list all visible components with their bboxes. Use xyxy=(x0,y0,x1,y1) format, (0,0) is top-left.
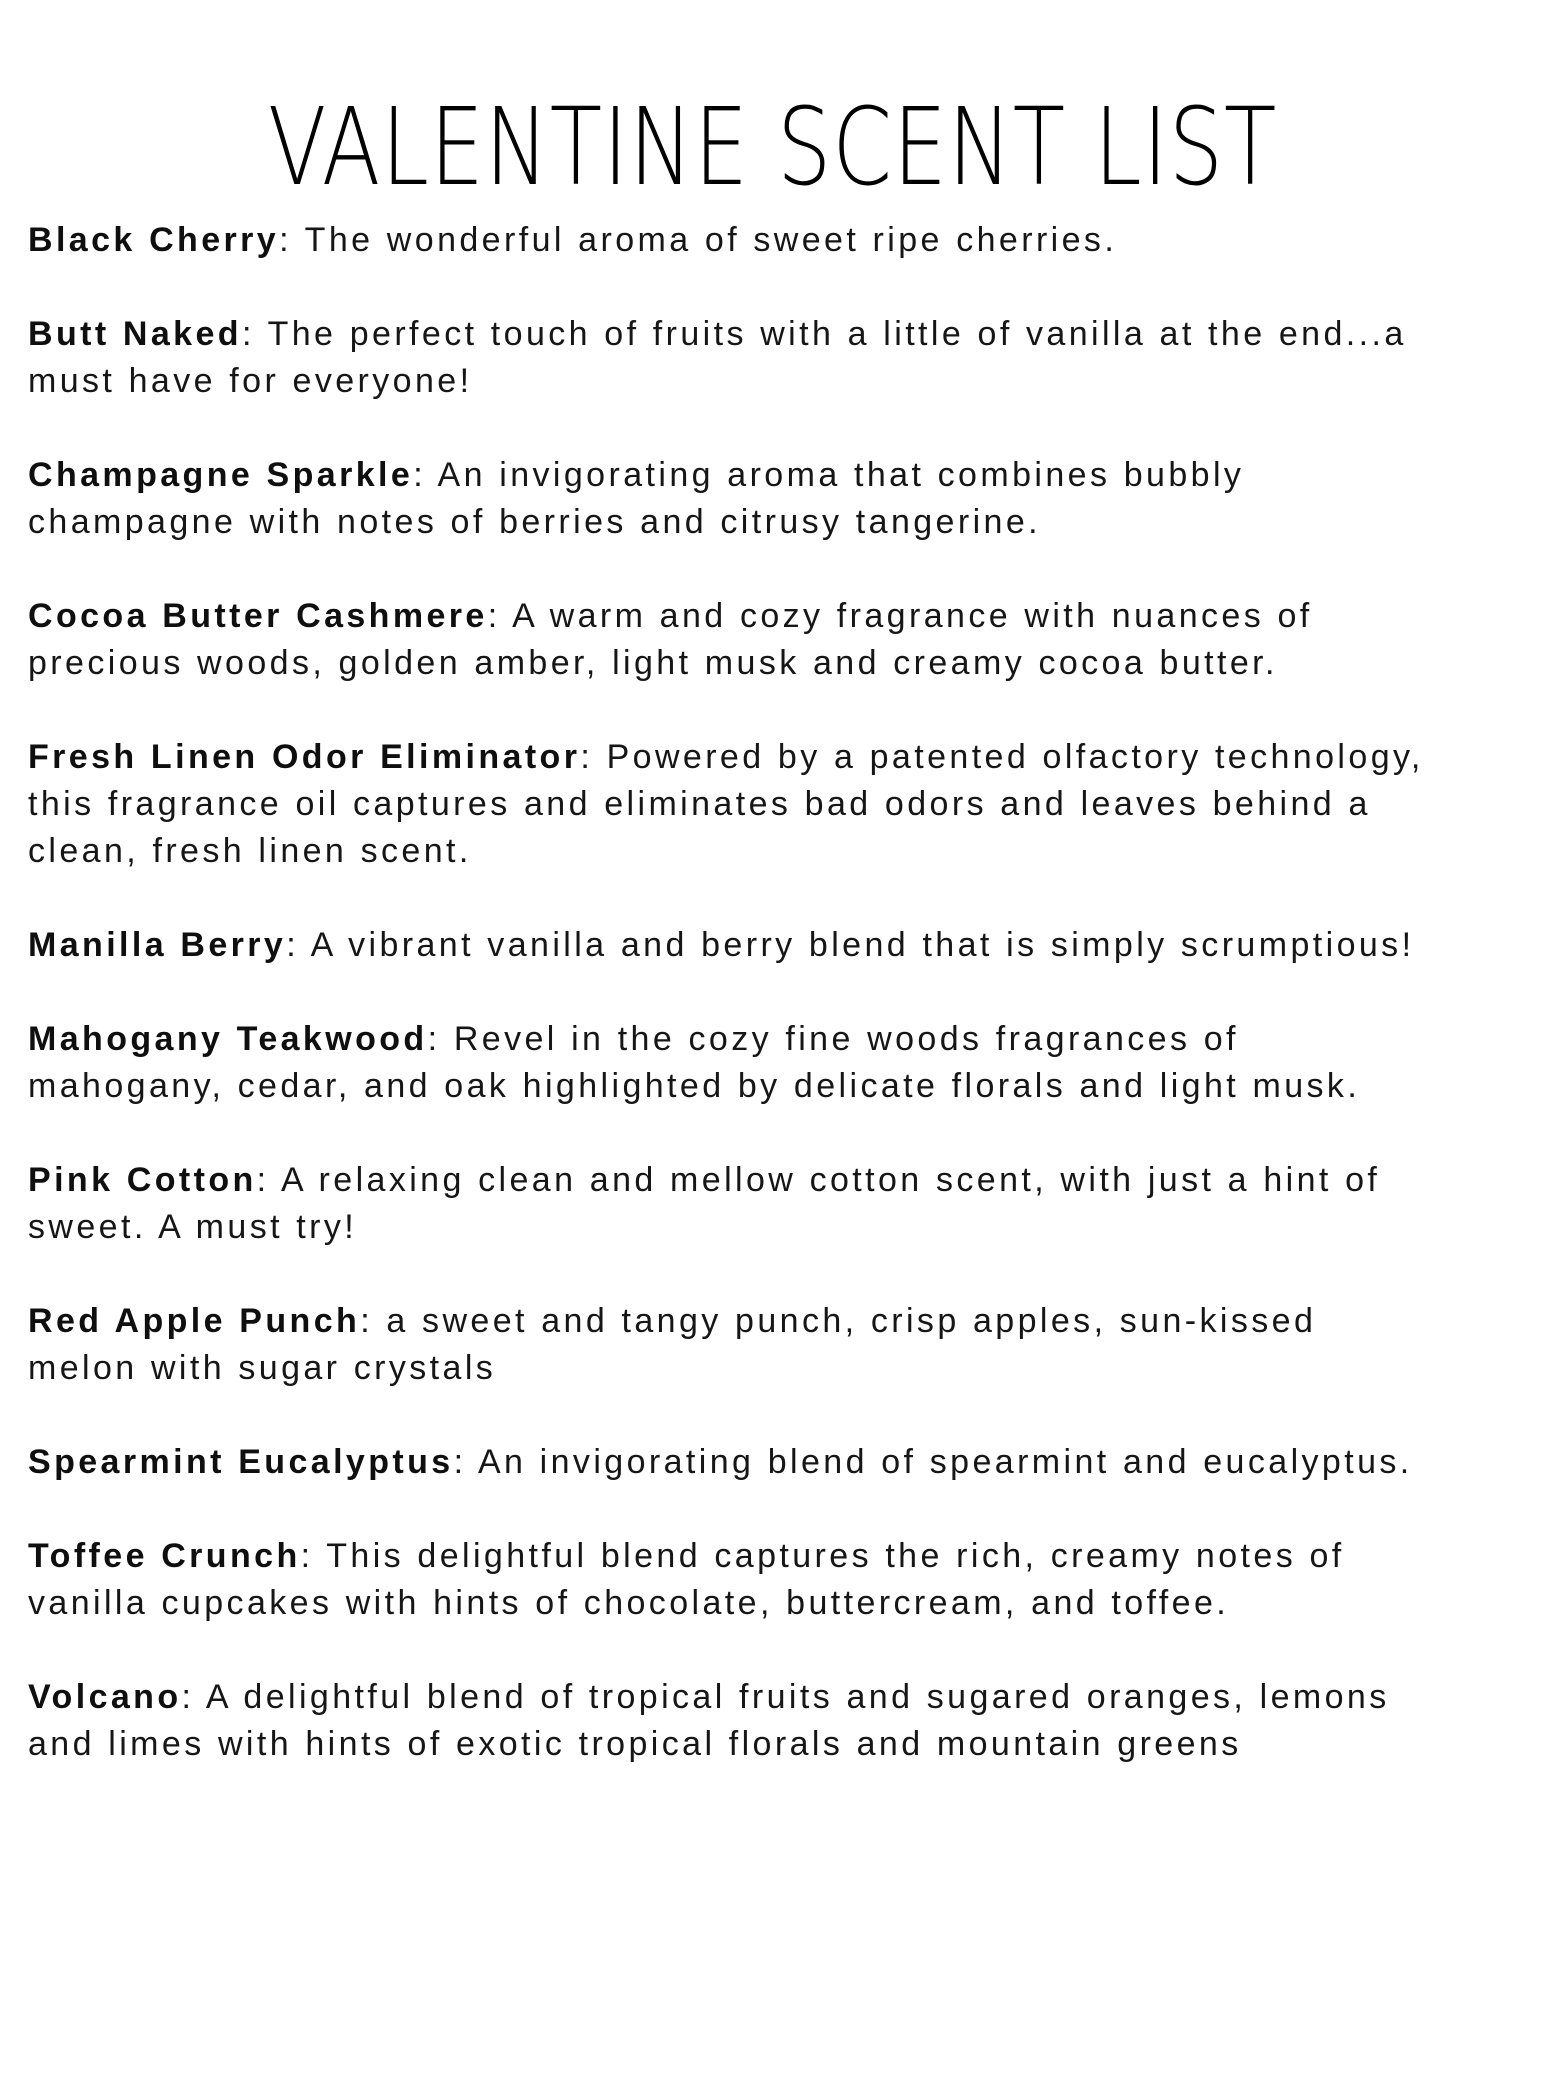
scent-separator: : xyxy=(453,1443,478,1481)
scent-item xyxy=(28,217,1428,264)
scent-name: Butt Naked xyxy=(28,315,242,353)
scent-separator: : xyxy=(181,1678,206,1716)
scent-separator: : xyxy=(427,1020,454,1058)
scent-name: Toffee Crunch xyxy=(28,1537,301,1575)
scent-separator: : xyxy=(487,597,513,635)
scent-list xyxy=(28,217,1517,1768)
scent-item xyxy=(28,922,1428,969)
scent-item xyxy=(28,311,1428,405)
scent-item xyxy=(28,1533,1428,1627)
scent-item xyxy=(28,593,1428,687)
scent-description: The wonderful aroma of sweet ripe cherries. xyxy=(304,221,1118,259)
scent-name: Red Apple Punch xyxy=(28,1302,361,1340)
scent-name: Volcano xyxy=(28,1678,182,1716)
scent-name: Manilla Berry xyxy=(28,926,287,964)
scent-separator: : xyxy=(300,1537,327,1575)
scent-description: A relaxing clean and mellow cotton scent, with just a hint of sweet. A must try! xyxy=(28,1161,1381,1246)
scent-description: A vibrant vanilla and berry blend that is simply scrumptious! xyxy=(310,926,1415,964)
scent-list-document xyxy=(0,85,1545,2095)
scent-separator: : xyxy=(256,1161,281,1199)
scent-name: Champagne Sparkle xyxy=(28,456,414,494)
scent-item xyxy=(28,1157,1428,1251)
scent-description: a sweet and tangy punch, crisp apples, sun-kissed melon with sugar crystals xyxy=(28,1302,1317,1387)
scent-name: Cocoa Butter Cashmere xyxy=(28,597,488,635)
scent-item xyxy=(28,1439,1428,1486)
scent-description: The perfect touch of fruits with a little of vanilla at the end...a must have for everyone! xyxy=(28,315,1407,400)
scent-name: Mahogany Teakwood xyxy=(28,1020,428,1058)
scent-separator: : xyxy=(360,1302,387,1340)
scent-description: A warm and cozy fragrance with nuances of precious woods, golden amber, light musk and creamy cocoa butter. xyxy=(28,597,1313,682)
scent-separator: : xyxy=(413,456,438,494)
scent-item xyxy=(28,1016,1428,1110)
scent-item xyxy=(28,1298,1428,1392)
scent-name: Black Cherry xyxy=(28,221,280,259)
scent-name: Fresh Linen Odor Eliminator xyxy=(28,738,581,776)
scent-name: Pink Cotton xyxy=(28,1161,257,1199)
scent-description: A delightful blend of tropical fruits and sugared oranges, lemons and limes with hints of exotic tropical florals and mountain greens xyxy=(28,1678,1390,1763)
scent-name: Spearmint Eucalyptus xyxy=(28,1443,454,1481)
scent-description: An invigorating blend of spearmint and eucalyptus. xyxy=(477,1443,1413,1481)
scent-separator: : xyxy=(286,926,311,964)
scent-item xyxy=(28,734,1428,875)
scent-description: Revel in the cozy fine woods fragrances of mahogany, cedar, and oak highlighted by delicate florals and light musk. xyxy=(28,1020,1361,1105)
scent-separator: : xyxy=(580,738,607,776)
scent-description: Powered by a patented olfactory technology, this fragrance oil captures and eliminates bad odors and leaves behind a clean, fresh linen scent. xyxy=(28,738,1424,870)
scent-description: This delightful blend captures the rich, creamy notes of vanilla cupcakes with hints of chocolate, buttercream, and toffee. xyxy=(28,1537,1345,1622)
scent-separator: : xyxy=(279,221,305,259)
scent-description: An invigorating aroma that combines bubbly champagne with notes of berries and citrusy tangerine. xyxy=(28,456,1245,541)
page-title: VALENTINE SCENT LIST xyxy=(267,85,1278,211)
scent-item xyxy=(28,1674,1428,1768)
scent-item xyxy=(28,452,1428,546)
scent-separator: : xyxy=(241,315,268,353)
